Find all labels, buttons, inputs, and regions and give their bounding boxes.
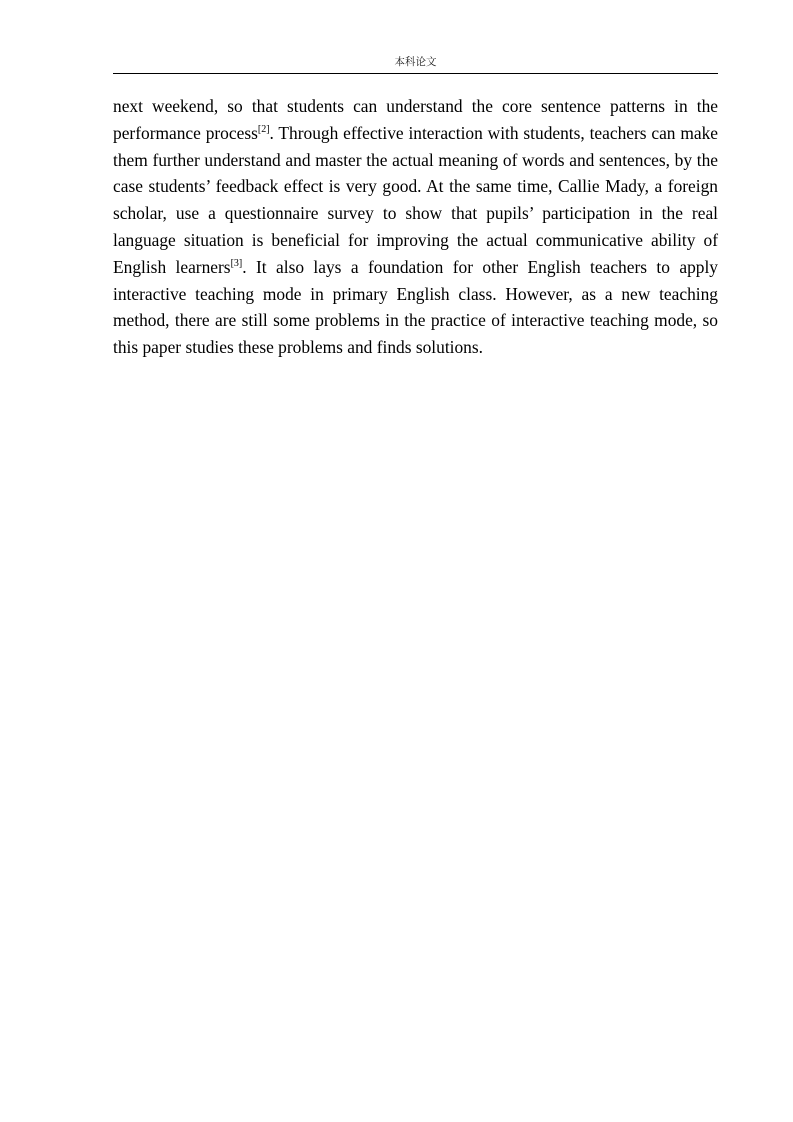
header-rule	[113, 73, 718, 74]
body-paragraph	[113, 93, 718, 361]
paragraph-text-part-2: . Through effective interaction with students, teachers can make them further understand and master the actual meaning of words and sentences, by the case students’ feedback effect is very good. At the same time, Callie Mady, a foreign scholar, use a questionnaire survey to show that pupils’ participation in the real language situation is beneficial for improving the actual communicative ability of English learners	[113, 122, 718, 277]
citation-2: [2]	[257, 123, 270, 135]
citation-3: [3]	[230, 257, 243, 269]
paragraph-text-part-1: next weekend, so that students can understand the core sentence patterns in the performance process	[113, 96, 718, 143]
paragraph-text-part-3: . It also lays a foundation for other English teachers to apply interactive teaching mode in primary English class. However, as a new teaching method, there are still some problems in the practice of interactive teaching mode, so this paper studies these problems and finds solutions.	[113, 256, 718, 358]
running-header: 本科论文	[394, 56, 437, 68]
